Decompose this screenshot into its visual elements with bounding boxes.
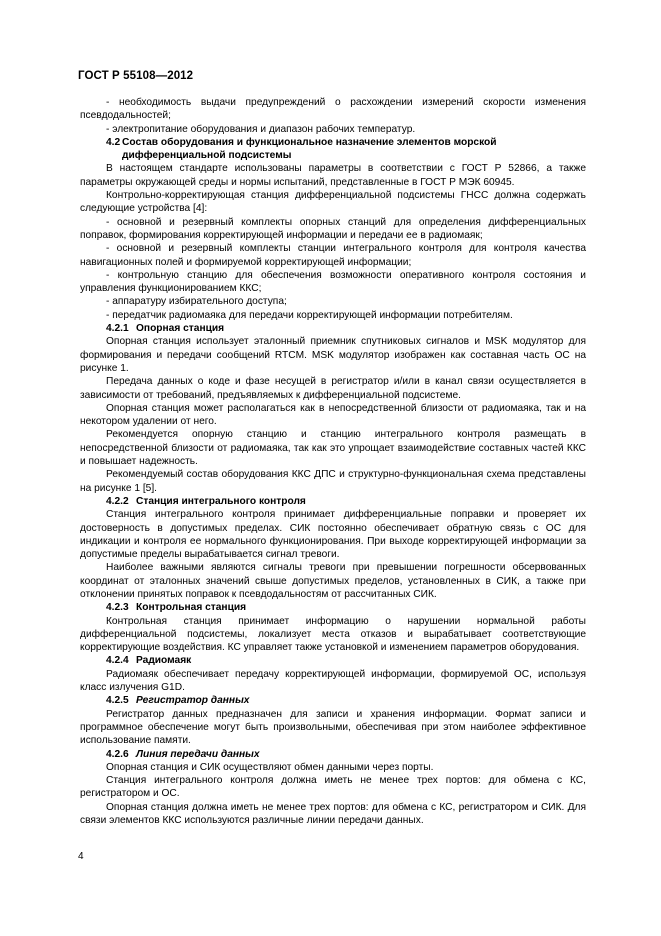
section-number: 4.2.6: [106, 748, 129, 760]
section-number: 4.2.2: [106, 495, 129, 507]
section-title: Линия передачи данных: [136, 748, 260, 760]
section-title-continuation: дифференциальной подсистемы: [122, 150, 292, 162]
subsection-heading: [80, 322, 586, 335]
section-title: Состав оборудования и функциональное назначение элементов морской: [122, 136, 497, 148]
section-title: Радиомаяк: [136, 655, 192, 667]
page-number: 4: [78, 851, 84, 862]
section-number: 4.2.3: [106, 602, 129, 614]
paragraph: Станция интегрального контроля принимает дифференциальные поправки и проверяет их достоверность в допустимых пределах. СИК постоянно обеспечивает обратную связь с ОС для индикации и контроля ее нормального функционирования. При выходе корректирующей информации за допустимые пределы вырабатывается сигнал тревоги.: [80, 509, 586, 561]
section-number: 4.2: [106, 136, 121, 148]
paragraph: В настоящем стандарте использованы параметры в соответствии с ГОСТ Р 52866, а также параметры окружающей среды и нормы испытаний, представленные в ГОСТ Р МЭК 60945.: [80, 163, 586, 188]
page-body: [80, 96, 586, 827]
subsection-heading: [80, 654, 586, 667]
section-number: 4.2.4: [106, 655, 129, 667]
subsection-heading: [80, 495, 586, 508]
running-header: ГОСТ Р 55108—2012: [78, 70, 194, 82]
list-item: - необходимость выдачи предупреждений о расхождении измерений скорости изменения псевдодальностей;: [80, 97, 586, 122]
paragraph: Опорная станция и СИК осуществляют обмен данными через порты.: [106, 761, 434, 773]
list-item: - основной и резервный комплекты опорных станций для определения дифференциальных поправок, формирования корректирующей информации и передачи ее в радиомаяк;: [80, 216, 586, 241]
section-number: 4.2.1: [106, 323, 129, 335]
subsection-heading: [80, 748, 586, 761]
paragraph: Опорная станция может располагаться как в непосредственной близости от радиомаяка, так и на некотором удалении от него.: [80, 402, 586, 428]
list-item: - передатчик радиомаяка для передачи корректирующей информации потребителям.: [106, 309, 513, 321]
list-item: - контрольную станцию для обеспечения возможности оперативного контроля состояния и управления функционированием ККС;: [80, 269, 586, 295]
section-heading: [80, 136, 586, 149]
subsection-heading: [80, 694, 586, 707]
section-title: Опорная станция: [136, 323, 225, 335]
paragraph: Контрольно-корректирующая станция дифференциальной подсистемы ГНСС должна содержать следующие устройства [4]:: [80, 190, 586, 215]
list-item: - электропитание оборудования и диапазон рабочих температур.: [106, 123, 416, 135]
section-title: Станция интегрального контроля: [136, 495, 306, 507]
list-item: - основной и резервный комплекты станции интегрального контроля для контроля качества навигационных полей и формируемой корректирующей информации;: [80, 243, 586, 268]
paragraph: Рекомендуется опорную станцию и станцию интегрального контроля размещать в непосредственной близости от радиомаяка, так как это упрощает взаимодействие составных частей ККС и повышает надежность.: [80, 429, 586, 468]
paragraph: Радиомаяк обеспечивает передачу корректирующей информации, формируемой ОС, используя класс излучения G1D.: [80, 668, 586, 694]
list-item: - аппаратуру избирательного доступа;: [106, 296, 287, 308]
paragraph: Станция интегрального контроля должна иметь не менее трех портов: для обмена с КС, регистратором и ОС.: [80, 775, 586, 800]
paragraph: Регистратор данных предназначен для записи и хранения информации. Формат записи и программное обеспечение могут быть произвольными, обеспечивая при этом наиболее эффективное использование памяти.: [80, 708, 586, 747]
paragraph: Рекомендуемый состав оборудования ККС ДПС и структурно-функциональная схема представлены на рисунке 1 [5].: [80, 469, 586, 494]
section-number: 4.2.5: [106, 695, 129, 707]
paragraph: Опорная станция использует эталонный приемник спутниковых сигналов и MSK модулятор для формирования и передачи сообщений RTCM. MSK модулятор изображен как составная часть ОС на рисунке 1.: [80, 336, 586, 374]
paragraph: Наиболее важными являются сигналы тревоги при превышении погрешности обсервованных координат от эталонных значений свыше допустимых пределов, установленных в СИК, а также при отклонении принятых поправок к псевдодальностям от рассчитанных СИК.: [80, 562, 586, 600]
paragraph: Передача данных о коде и фазе несущей в регистратор и/или в канал связи осуществляется в зависимости от требований, предъявляемых к дифференциальной подсистеме.: [80, 376, 586, 401]
paragraph: Опорная станция должна иметь не менее трех портов: для обмена с КС, регистратором и СИК. Для связи элементов ККС используются различные линии передачи данных.: [80, 801, 586, 827]
subsection-heading: [80, 601, 586, 614]
section-title: Контрольная станция: [136, 602, 247, 614]
section-title: Регистратор данных: [136, 695, 250, 707]
paragraph: Контрольная станция принимает информацию о нарушении нормальной работы дифференциальной подсистемы, локализует места отказов и вырабатывает соответствующие корректирующие воздействия. КС управляет также установкой и изменением параметров оборудования.: [80, 615, 586, 654]
